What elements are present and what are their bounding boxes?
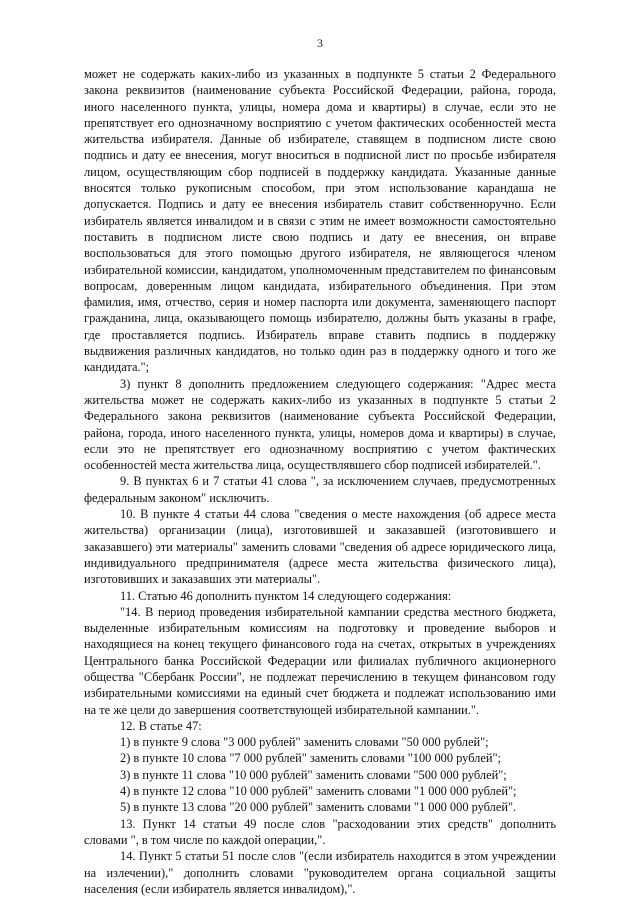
list-item: 1) в пункте 9 слова "3 000 рублей" заменить словами "50 000 рублей";: [120, 735, 489, 750]
paragraph: 10. В пункте 4 статьи 44 слова "сведения о месте нахождения (об адресе места жительства) организации (лица), изготовившей и заказавшей (изготовившего и заказавшего) эти материалы" заменить словами "сведения об адресе юридического лица, индивидуального предпринимателя (адресе места жительства физического лица), изготовивших и заказавших эти материалы".: [84, 507, 556, 587]
paragraph: 14. Пункт 5 статьи 51 после слов "(если избиратель находится в этом учреждении на излечении)," дополнить словами "руководителем органа социальной защиты населения (если избиратель является инвалидом),".: [84, 849, 556, 896]
paragraph: 13. Пункт 14 статьи 49 после слов "расходовании этих средств" дополнить словами ", в том числе по каждой операции,".: [84, 816, 556, 847]
page-number: 3: [317, 36, 323, 50]
list-item: 2) в пункте 10 слова "7 000 рублей" заменить словами "100 000 рублей";: [120, 751, 501, 766]
list-item: 4) в пункте 12 слова "10 000 рублей" заменить словами "1 000 000 рублей";: [120, 784, 517, 799]
document-body: [84, 66, 556, 897]
list-item: 3) в пункте 11 слова "10 000 рублей" заменить словами "500 000 рублей";: [120, 767, 507, 782]
paragraph: 9. В пунктах 6 и 7 статьи 41 слова ", за исключением случаев, предусмотренных федеральным законом" исключить.: [84, 474, 556, 505]
paragraph: "14. В период проведения избирательной кампании средства местного бюджета, выделенные избирательным комиссиям на подготовку и проведение выборов и находящиеся на конец текущего финансового года на счетах, открытых в учреждениях Центрального банка Российской Федерации или филиалах публичного акционерного общества "Сбербанк России", не подлежат перечислению в текущем финансовом году избирательными комиссиями на единый счет бюджета и подлежат использованию ими на те же цели до завершения соответствующей избирательной кампании.".: [84, 604, 556, 717]
paragraph: может не содержать каких-либо из указанных в подпункте 5 статьи 2 Федерального закона реквизитов (наименование субъекта Российской Федерации, района, города, иного населенного пункта, улицы, номера дома и квартиры) в случае, если это не препятствует его однозначному восприятию с учетом фактических особенностей места жительства избирателя. Данные об избирателе, ставящем в подписном листе свою подпись и дату ее внесения, могут вноситься в подписной лист по просьбе избирателя лицом, осуществляющим сбор подписей в поддержку кандидата. Указанные данные вносятся только рукописным способом, при этом использование карандаша не допускается. Подпись и дату ее внесения избиратель ставит собственноручно. Если избиратель является инвалидом и в связи с этим не имеет возможности самостоятельно поставить в подписном листе свою подпись и дату ее внесения, он вправе воспользоваться для этого помощью другого избирателя, не являющегося членом избирательной комиссии, кандидатом, уполномоченным представителем по финансовым вопросам, доверенным лицом кандидата, избирательного объединения. При этом фамилия, имя, отчество, серия и номер паспорта или документа, заменяющего паспорт гражданина, лица, оказывающего помощь избирателю, должны быть указаны в графе, где проставляется подпись. Избиратель вправе ставить подпись в поддержку выдвижения различных кандидатов, но только один раз в поддержку одного и того же кандидата.";: [84, 67, 556, 375]
paragraph: 3) пункт 8 дополнить предложением следующего содержания: "Адрес места жительства может не содержать каких-либо из указанных в подпункте 5 статьи 2 Федерального закона реквизитов (наименование субъекта Российской Федерации, района, города, иного населенного пункта, улицы, номеров дома и квартиры) в случае, если это не препятствует его однозначному восприятию с учетом фактических особенностей места жительства лица, осуществлявшего сбор подписей избирателей.".: [84, 376, 556, 473]
paragraph: 12. В статье 47:: [120, 718, 202, 733]
list-item: 5) в пункте 13 слова "20 000 рублей" заменить словами "1 000 000 рублей".: [120, 800, 517, 815]
paragraph: 11. Статью 46 дополнить пунктом 14 следующего содержания:: [120, 588, 452, 603]
